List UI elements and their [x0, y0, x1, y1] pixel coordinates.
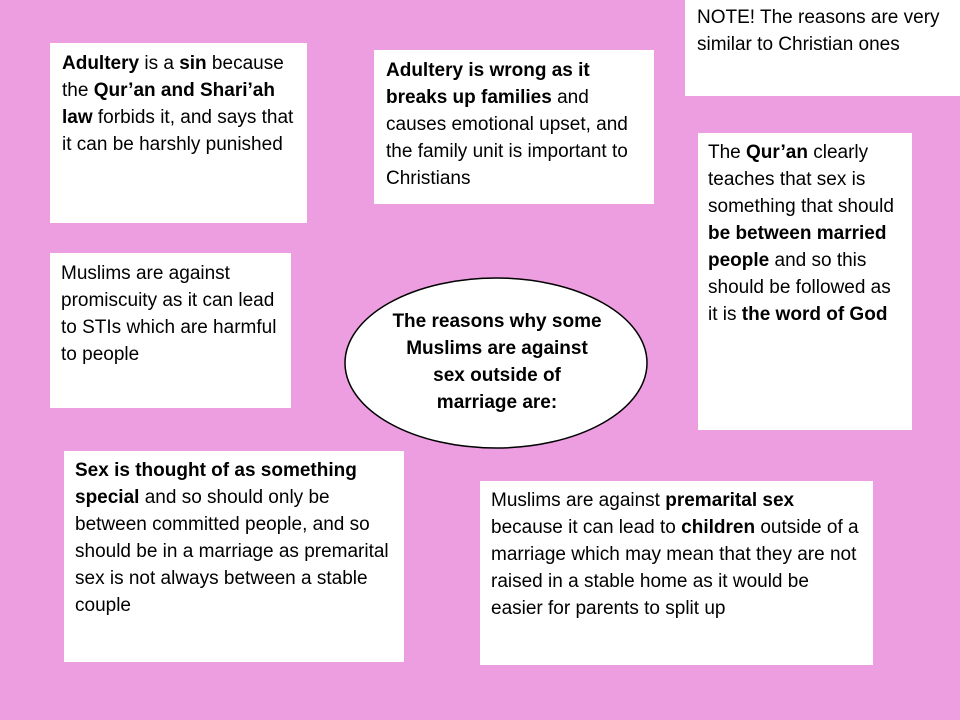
premarital-text-5: outside of a marriage which may mean that they are not raised in a stable home as it would be easier for parents to split up: [491, 517, 859, 619]
special-box: [64, 451, 404, 662]
quran-bold-2: Qur’an: [746, 142, 808, 163]
adultery-sin-text-2: is a: [139, 53, 180, 74]
premarital-bold-2: premarital sex: [665, 490, 795, 511]
quran-bold-6: the word of God: [741, 304, 888, 325]
note-text: NOTE! The reasons are very similar to Christian ones: [697, 7, 940, 55]
premarital-bold-4: children: [681, 517, 756, 538]
adultery-sin-bold-5: Qur’an and Shari’ah law: [62, 80, 275, 128]
center-topic-oval: [342, 276, 652, 451]
quran-teaches-box: [698, 133, 912, 430]
quran-text-5: and so this should be followed as it is: [708, 250, 891, 325]
premarital-box: [480, 481, 873, 665]
adultery-sin-bold-3: sin: [179, 53, 207, 74]
adultery-families-box: [374, 50, 654, 204]
special-bold-1: Sex is thought of as something special: [75, 460, 357, 508]
premarital-text-3: because it can lead to: [491, 517, 682, 538]
quran-bold-4: be between married people: [708, 223, 887, 271]
adultery-families-bold-1: Adultery is wrong as it breaks up families: [386, 60, 590, 108]
adultery-families-text-2: and causes emotional upset, and the family unit is important to Christians: [386, 87, 628, 189]
promiscuity-box: [50, 253, 291, 408]
center-line-4: marriage are:: [436, 392, 558, 413]
adultery-sin-text-6: forbids it, and says that it can be harshly punished: [62, 107, 294, 155]
note-box: [685, 0, 960, 96]
quran-text-1: The: [708, 142, 747, 163]
promiscuity-text: Muslims are against promiscuity as it can lead to STIs which are harmful to people: [61, 263, 277, 365]
adultery-sin-box: [50, 43, 307, 223]
center-line-3: sex outside of: [433, 365, 561, 386]
center-line-2: Muslims are against: [406, 338, 588, 359]
quran-text-3: clearly teaches that sex is something that should: [708, 142, 894, 217]
center-line-1: The reasons why some: [392, 311, 602, 332]
adultery-sin-bold-1: Adultery: [62, 53, 140, 74]
center-topic-text: [342, 308, 652, 416]
premarital-text-1: Muslims are against: [491, 490, 666, 511]
adultery-sin-text-4: because the: [62, 53, 284, 101]
special-text-2: and so should only be between committed people, and so should be in a marriage as premarital sex is not always between a stable couple: [75, 487, 389, 616]
